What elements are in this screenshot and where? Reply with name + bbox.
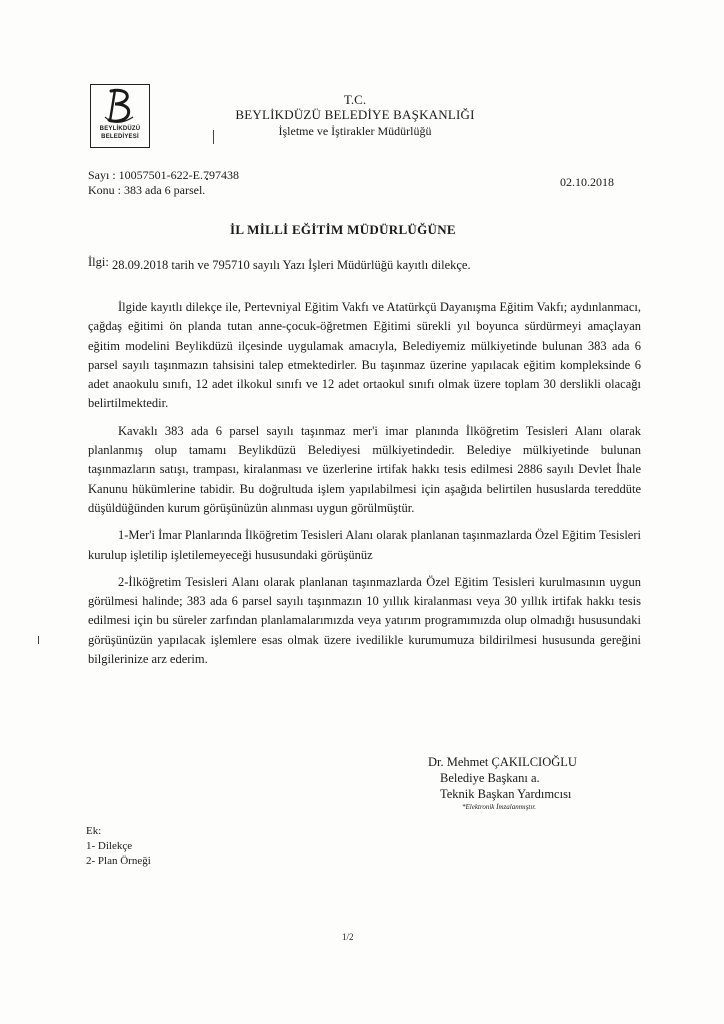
signatory-title: Belediye Başkanı a. — [440, 771, 540, 785]
body-paragraph: 2-İlköğretim Tesisleri Alanı olarak planlanan taşınmazlarda Özel Eğitim Tesisleri kurulmasının uygun görülmesi halinde; 383 ada 6 parsel sayılı taşınmazın 10 yıllık kiralanması veya 30 yıllık irtifak hakkı tesis edilmesi için bu süreler zarfından planlamalarımızda veya yatırım programımızda olup olmadığı hususundaki görüşünüzün yapılacak işlemlere esas olmak üzere ivedilikle kurumumuza bildirilmesi hususunda gereğini bilgilerinize arz ederim. — [88, 574, 641, 667]
attachments-label: Ek: — [86, 825, 102, 837]
document-number: Sayı : 10057501-622-E.797438 — [88, 168, 239, 182]
header-country: T.C. — [343, 92, 367, 107]
page-number: 1/2 — [342, 932, 354, 942]
header-institution: BEYLİKDÜZÜ BELEDİYE BAŞKANLIĞI — [235, 107, 475, 122]
signature-block — [428, 754, 577, 812]
logo-line-2: BELEDİYESİ — [101, 134, 139, 140]
body-paragraph: 1-Mer'i İmar Planlarında İlköğretim Tesisleri Alanı olarak planlanan taşınmazlarda Özel Eğitim Tesisleri kurulup işletilip işletilemeyeceği hususundaki görüşünüz — [88, 528, 641, 562]
signatory-role: Teknik Başkan Yardımcısı — [440, 787, 572, 801]
scan-mark — [38, 636, 39, 644]
municipality-logo — [90, 84, 150, 148]
document-date: 02.10.2018 — [560, 175, 614, 189]
signatory-name: Dr. Mehmet ÇAKILCIOĞLU — [428, 755, 577, 769]
body-paragraph: Kavaklı 383 ada 6 parsel sayılı taşınmaz mer'i imar planında İlköğretim Tesisleri Alanı olarak planlanmış olup tamamı Beylikdüzü Belediyesi mülkiyetindedir. Belediye mülkiyetinde bulunan taşınmazların satışı, trampası, kiralanması ve üzerlerine irtifak hakkı tesis edilmesi 2886 sayılı Devlet İhale Kanunu hükümlerine tabidir. Bu doğrultuda işlem yapılabilmesi için aşağıda belirtilen hususlarda tereddüte düşüldüğünden kurum görüşünüzün alınması uygun görülmüştür. — [88, 423, 641, 515]
logo-line-1: BEYLİKDÜZÜ — [99, 126, 141, 132]
scan-mark — [213, 130, 214, 144]
attachments-list — [86, 824, 151, 869]
header-department: İşletme ve İştirakler Müdürlüğü — [278, 124, 432, 138]
document-subject: Konu : 383 ada 6 parsel. — [88, 183, 206, 197]
beylikduzu-logo-icon — [101, 87, 139, 125]
letter-body — [88, 298, 641, 669]
recipient-heading: İL MİLLİ EĞİTİM MÜDÜRLÜĞÜNE — [230, 222, 456, 237]
attachment-item: 2- Plan Örneği — [86, 855, 151, 867]
reference-label: İlgi: — [88, 255, 109, 269]
electronic-signature-note: *Elektronik İmzalanmıştır. — [462, 803, 537, 811]
reference-text: 28.09.2018 tarih ve 795710 sayılı Yazı İşleri Müdürlüğü kayıtlı dilekçe. — [111, 258, 471, 272]
reference-line — [88, 257, 648, 273]
attachment-item: 1- Dilekçe — [86, 840, 133, 852]
body-paragraph: İlgide kayıtlı dilekçe ile, Pertevniyal Eğitim Vakfı ve Atatürkçü Dayanışma Eğitim Vakfı; aydınlanmacı, çağdaş eğitimi ön planda tutan anne-çocuk-öğretmen Eğitimi sürekli yıl boyunca sürdürmeyi amaçlayan eğitim modelini Beylikdüzü ilçesinde uygulamak amacıyla, Belediyemiz mülkiyetinde bulunan 383 ada 6 parsel sayılı taşınmazın tahsisini talep etmektedirler. Bu taşınmaz üzerine yapılacak eğitim kompleksinde 6 adet anaokulu sınıfı, 12 adet ilkokul sınıfı ve 12 adet ortaokul sınıfı olmak üzere toplam 30 derslikli olacağı belirtilmektedir. — [88, 300, 641, 411]
